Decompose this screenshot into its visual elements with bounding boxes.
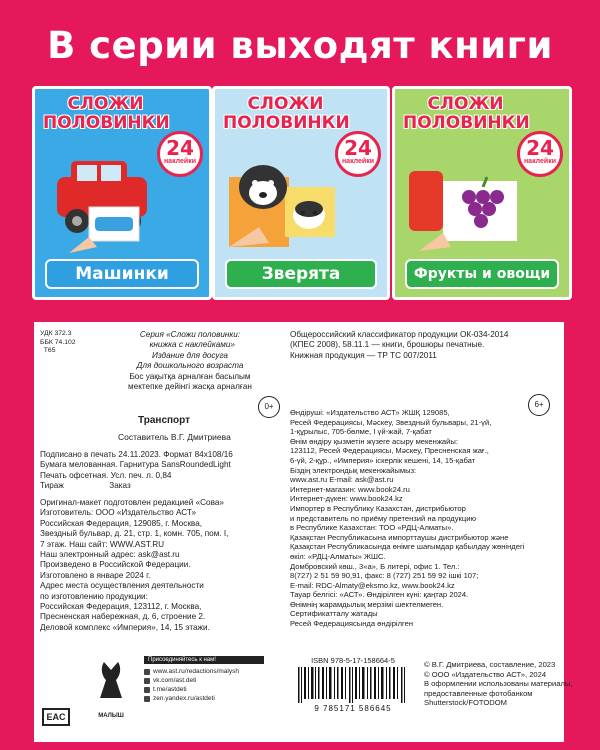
age-rating-right: 6+ xyxy=(528,394,550,416)
social-links xyxy=(144,656,264,703)
telegram-icon xyxy=(144,687,150,693)
barcode-icon xyxy=(294,665,412,705)
book-cover-fruits[interactable] xyxy=(392,86,572,300)
social-link-telegram[interactable]: t.me/astdeti xyxy=(144,685,264,694)
imprint-panel xyxy=(34,322,573,742)
series-info: Серия «Сложи половинки: книжка с наклейками» Издание для досуга Для дошкольного возраста xyxy=(136,330,244,371)
book-title: Фрукты и овощи xyxy=(405,259,559,289)
udk-bbk: УДК 372.3 ББК 74.102 Т65 xyxy=(40,330,76,355)
globe-icon xyxy=(144,669,150,675)
socials-header: Присоединяйтесь к нам! xyxy=(144,656,264,664)
publisher-logo: МАЛЫШ xyxy=(94,658,128,718)
zen-icon xyxy=(144,696,150,702)
social-link-zen[interactable]: zen.yandex.ru/astdeti xyxy=(144,694,264,703)
social-link-site[interactable]: www.ast.ru/redactions/malysh xyxy=(144,667,264,676)
copyright: © В.Г. Дмитриева, составление, 2023 © ООО «Издательство АСТ», 2024 В оформлении использованы материалы, предоставленные фотобанком Shutterstock/FOTODOM xyxy=(424,660,573,708)
barcode xyxy=(294,656,412,716)
kz-edition-info: Бос уақытқа арналған басылым мектепке дейінгі жасқа арналған xyxy=(128,372,252,392)
grapes-illustration-icon xyxy=(409,147,519,257)
sticker-badge: 24 наклейки xyxy=(517,131,563,177)
kz-manufacturer-info: Өндіруші: «Издательство АСТ» ЖШҚ 129085, Ресей Федерациясы, Мәскеу, Звездный бульвары, 21-үй, 1-құрылыс, 705-бөлме, I үй-жай, 7-қабат Өнім өндіру қызметін жүзеге асыру мекенжайы: 123112, Ресей Федерациясы, Мәскеу, Пресненская жағ., 6-үй, 2-құр., «Империя» іскерлік кешені, 14, 15-қабат Біздің электрондық мекенжайымыз: www.ast.ru E-mail: ask@ast.ru Интернет-магазин: www.book24.ru Интернет-дүкен: www.book24.kz Импортер в Республику Казахстан, дистрибьютор и представитель по приёму претензий на продукцию в Республике Казахстан: ТОО «РДЦ-Алматы». Қазақстан Республикасына импорттаушы дистрибьютор және Қазақстан Республикасында өнімге шағымдар қабылдау жөніндегі өкіл: «РДЦ-Алматы» ЖШС. Домбровский көш., 3«а», Б литері, офис 1. Тел.: 8(727) 2 51 59 90,91, факс: 8 (727) 251 59 92 ішкі 107; E-mail: RDC-Almaty@eksmo.kz, www.book24.kz Тауар белгісі: «АСТ». Өндірілген күні: қаңтар 2024. Өнімнің жарамдылық мерзімі шектелмеген. Сертификатталу жатады Ресей Федерациясында өндірілген xyxy=(290,408,525,629)
book-title: Зверята xyxy=(225,259,377,289)
eac-mark: EAC xyxy=(42,708,70,726)
page-headline: В серии выходят книги xyxy=(47,24,553,67)
series-title: СЛОЖИ ПОЛОВИНКИ xyxy=(403,94,530,133)
sticker-badge: 24 наклейки xyxy=(157,131,203,177)
book-title: Машинки xyxy=(45,259,199,289)
barcode-digits: 9 785171 586645 xyxy=(314,704,392,713)
compiler: Составитель В.Г. Дмитриева xyxy=(118,432,231,442)
age-rating-left: 0+ xyxy=(258,396,280,418)
vk-icon xyxy=(144,678,150,684)
book-cover-animals[interactable] xyxy=(212,86,390,300)
book-title-imprint: Транспорт xyxy=(138,415,191,426)
print-details: Подписано в печать 24.11.2023. Формат 84x108/16 Бумага мелованная. Гарнитура SansRoundedLight Печать офсетная. Усл. печ. л. 0,84 Тираж Заказ xyxy=(40,450,233,491)
sticker-badge: 24 наклейки xyxy=(335,131,381,177)
isbn: ISBN 978-5-17-158664-5 xyxy=(311,656,395,665)
series-title: СЛОЖИ ПОЛОВИНКИ xyxy=(223,94,350,133)
book-cover-cars[interactable] xyxy=(32,86,212,300)
series-title: СЛОЖИ ПОЛОВИНКИ xyxy=(43,94,170,133)
book-covers xyxy=(32,86,572,300)
malysh-logo-icon xyxy=(94,658,128,708)
car-illustration-icon xyxy=(49,147,159,257)
product-classifier: Общероссийский классификатор продукции ОК-034-2014 (КПЕС 2008), 58.11.1 — книги, брошюры печатные. Книжная продукция — ТР ТС 007/2011 xyxy=(290,330,509,360)
dog-illustration-icon xyxy=(229,147,339,257)
social-link-vk[interactable]: vk.com/ast.deti xyxy=(144,676,264,685)
publisher-info: Оригинал-макет подготовлен редакцией «Сова» Изготовитель: ООО «Издательство АСТ» Российская Федерация, 129085, г. Москва, Звездный бульвар, д. 21, стр. 1, комн. 705, пом. I, 7 этаж. Наш сайт: WWW.AST.RU Наш электронный адрес: ask@ast.ru Произведено в Российской Федерации. Изготовлено в январе 2024 г. Адрес места осуществления деятельности по изготовлению продукции: Российская Федерация, 123112, г. Москва, Пресненская набережная, д. 6, строение 2. Деловой комплекс «Империя», 14, 15 этажи. xyxy=(40,498,229,632)
